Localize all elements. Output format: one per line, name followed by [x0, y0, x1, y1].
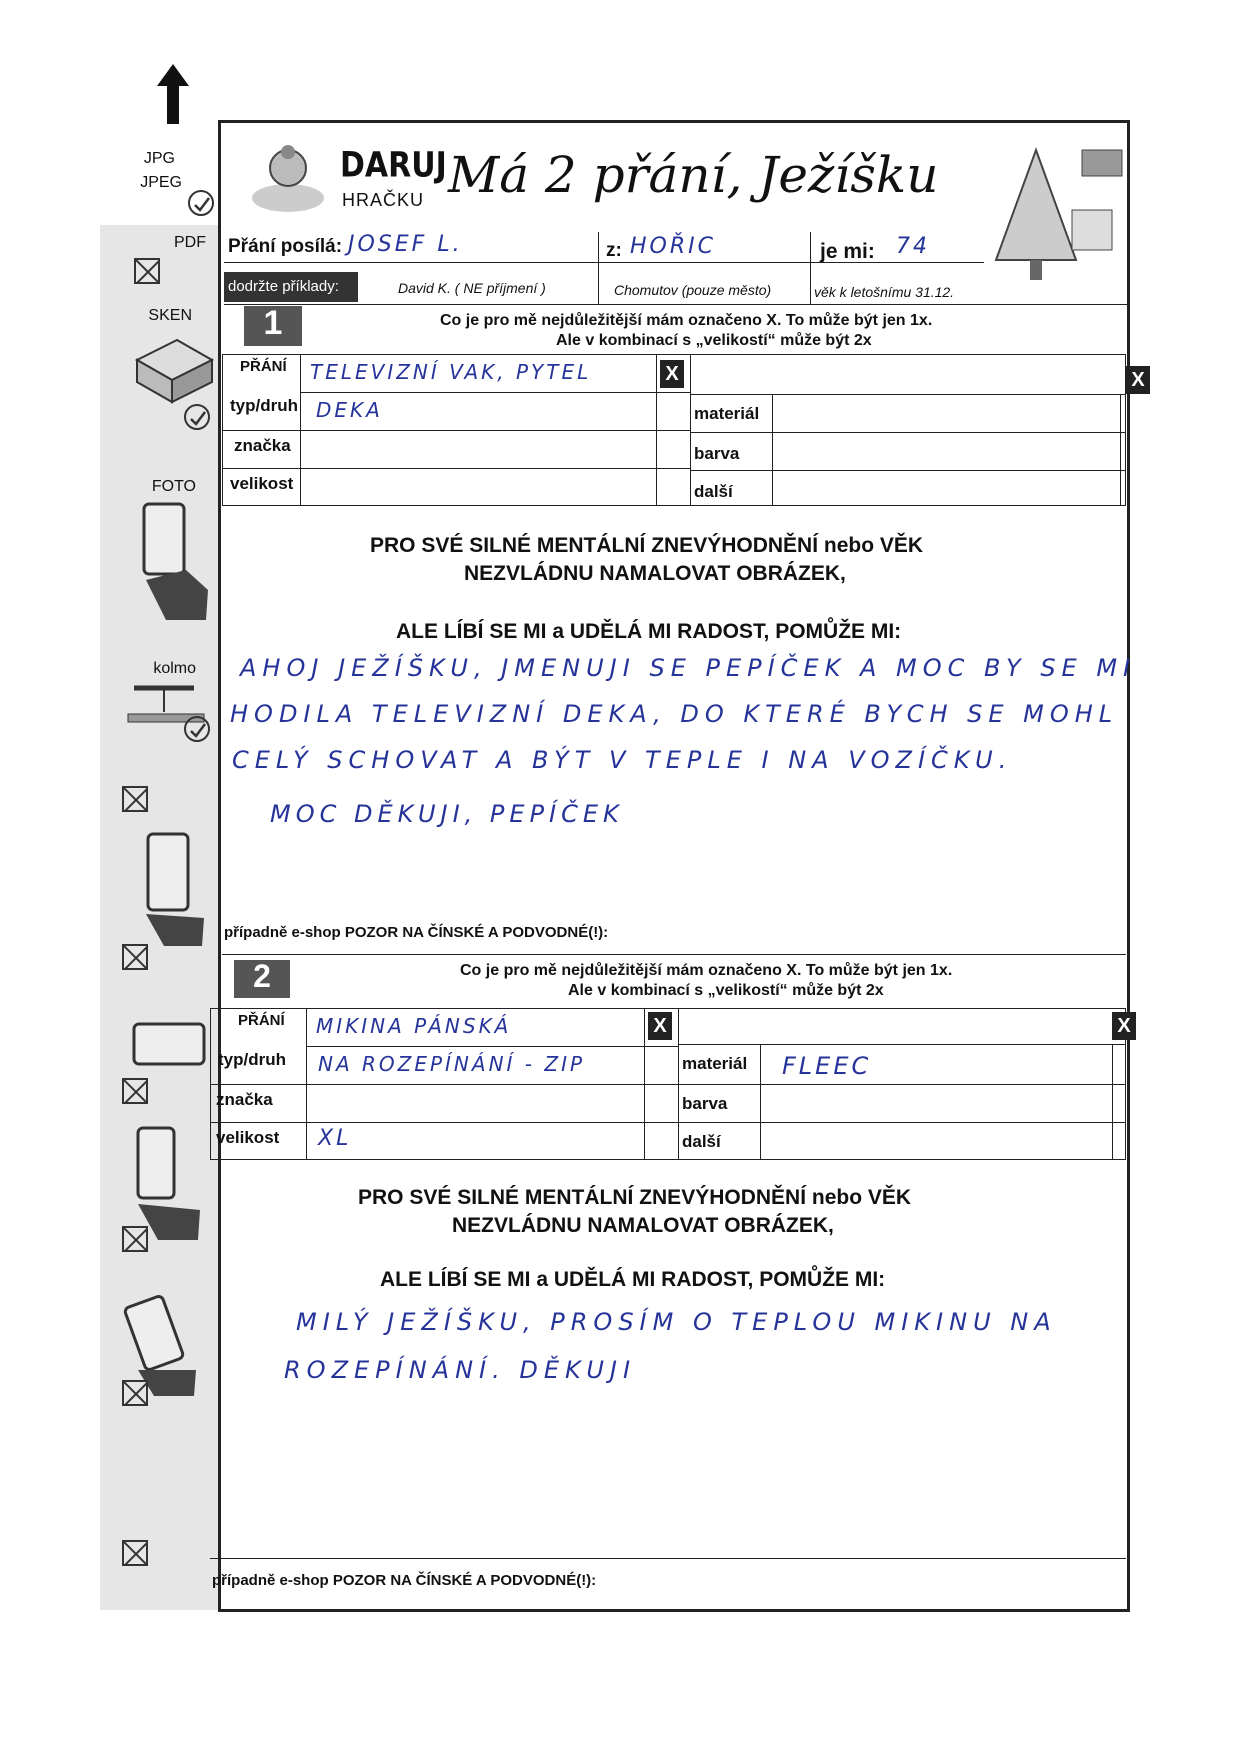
cross-box-icon: [134, 258, 160, 284]
cross-box-icon: [122, 1380, 148, 1406]
wish2-right-row1: [678, 1044, 1126, 1045]
sender-label: Přání posílá:: [228, 236, 343, 257]
wish1-notice-line2: NEZVLÁDNU NAMALOVAT OBRÁZEK,: [464, 562, 846, 585]
wish2-right-end-divider: [1112, 1044, 1113, 1160]
wish2-number: 2: [253, 958, 271, 994]
scanner-icon: [132, 330, 218, 410]
wish1-right-row3: [690, 470, 1126, 471]
cross-box-icon: [122, 944, 148, 970]
wish1-letter-line3[interactable]: CELÝ SCHOVAT A BÝT V TEPLE I NA VOZÍČKU.: [232, 746, 1013, 774]
wish2-note-line2: Ale v kombinací s „velikostí“ může být 2x: [568, 982, 884, 999]
wish2-row1-line: [306, 1046, 678, 1047]
wish2-znacka-label: značka: [216, 1090, 273, 1109]
sidebar-label-foto: FOTO: [151, 478, 196, 495]
wish2-right-label-divider: [760, 1044, 761, 1160]
wish2-x-mark-left[interactable]: X: [648, 1012, 672, 1040]
phone-landscape-icon: [124, 1016, 214, 1076]
wish1-note-line2: Ale v kombinací s „velikostí“ může být 2x: [556, 332, 872, 349]
cross-box-icon: [122, 786, 148, 812]
wish1-note-line1: Co je pro mě nejdůležitější mám označeno X. To může být jen 1x.: [440, 312, 933, 329]
up-arrow-icon: [155, 62, 191, 126]
wish1-letter-line4[interactable]: MOC DĚKUJI, PEPÍČEK: [270, 800, 624, 828]
wish1-letter-line2[interactable]: HODILA TELEVIZNÍ DEKA, DO KTERÉ BYCH SE MOHL: [230, 700, 1119, 728]
city-label: z:: [606, 240, 622, 261]
wish2-note-line1: Co je pro mě nejdůležitější mám označeno X. To může být jen 1x.: [460, 962, 953, 979]
age-label: je mi:: [820, 240, 875, 263]
wish1-dalsi-label: další: [694, 482, 733, 501]
sidebar-label-jpeg: JPEG: [140, 174, 182, 191]
wish1-x-mark-right[interactable]: X: [1126, 366, 1150, 394]
wish1-eshop-line: [222, 954, 1126, 955]
wish2-row2-line: [210, 1084, 678, 1085]
wish1-x-mark-left[interactable]: X: [660, 360, 684, 388]
logo-bottom-text: HRAČKU: [342, 190, 425, 210]
sidebar-label-jpg: JPG: [143, 150, 175, 167]
wish2-right-row3: [678, 1122, 1126, 1123]
page-title: Má 2 přání, Ježíšku: [448, 146, 939, 204]
wish1-mid-divider: [656, 354, 657, 506]
examples-row-line: [224, 304, 1130, 305]
cross-box-icon: [122, 1226, 148, 1252]
wish2-prani-label: PŘÁNÍ: [238, 1012, 285, 1029]
wish2-notice-line3: ALE LÍBÍ SE MI a UDĚLÁ MI RADOST, POMŮŽE MI:: [380, 1268, 886, 1291]
examples-label: dodržte příklady:: [224, 272, 358, 302]
wish1-right-row2: [690, 432, 1126, 433]
santa-logo-icon: [248, 138, 338, 218]
wish2-x-mark-right[interactable]: X: [1112, 1012, 1136, 1040]
christmas-tree-icon: [986, 140, 1126, 300]
example-city: Chomutov (pouze město): [614, 282, 772, 298]
wish2-notice-line1: PRO SVÉ SILNÉ MENTÁLNÍ ZNEVÝHODNĚNÍ nebo VĚK: [358, 1186, 912, 1209]
wish1-znacka-label: značka: [234, 436, 291, 455]
wish2-velikost-label: velikost: [216, 1128, 280, 1147]
wish1-typ-value[interactable]: DEKA: [316, 398, 383, 422]
example-age: věk k letošnímu 31.12.: [814, 284, 955, 300]
wish1-material-label: materiál: [694, 404, 760, 423]
phone-photo-icon: [136, 500, 216, 630]
age-value[interactable]: 74: [896, 234, 930, 259]
wish1-row1-line: [300, 392, 690, 393]
wish2-eshop-line: [210, 1558, 1126, 1559]
wish1-typ-label: typ/druh: [230, 396, 298, 415]
wish1-right-row1: [690, 394, 1126, 395]
wish1-letter-line1[interactable]: AHOJ JEŽÍŠKU, JMENUJI SE PEPÍČEK A MOC BY SE MI: [240, 654, 1137, 682]
cross-box-icon: [122, 1540, 148, 1566]
wish1-notice-line1: PRO SVÉ SILNÉ MENTÁLNÍ ZNEVÝHODNĚNÍ nebo VĚK: [370, 534, 924, 557]
wish2-material-label: materiál: [682, 1054, 748, 1073]
wish2-row3-line: [210, 1122, 678, 1123]
phone-angle-icon: [140, 830, 210, 950]
example-name: David K. ( NE příjmení ): [398, 280, 546, 296]
check-icon: [184, 404, 210, 430]
wish1-row2-line: [222, 430, 690, 431]
wish1-number: 1: [263, 304, 283, 342]
wish2-mid-divider: [644, 1008, 645, 1160]
wish2-typ-value[interactable]: NA ROZEPÍNÁNÍ - ZIP: [318, 1052, 586, 1076]
sender-value[interactable]: JOSEF L.: [348, 232, 463, 257]
wish1-right-end-divider: [1120, 394, 1121, 506]
wish1-prani-label: PŘÁNÍ: [240, 358, 287, 375]
wish2-right-row2: [678, 1084, 1126, 1085]
wish2-prani-value[interactable]: MIKINA PÁNSKÁ: [316, 1014, 512, 1038]
city-value[interactable]: HOŘIC: [630, 234, 716, 259]
wish2-eshop-label: případně e-shop POZOR NA ČÍNSKÉ A PODVODNÉ(!):: [212, 1572, 597, 1589]
city-divider: [810, 232, 811, 304]
wish2-velikost-value[interactable]: XL: [318, 1126, 352, 1151]
wish2-dalsi-label: další: [682, 1132, 721, 1151]
wish1-row3-line: [222, 468, 690, 469]
wish2-typ-label: typ/druh: [218, 1050, 286, 1069]
wish2-notice-line2: NEZVLÁDNU NAMALOVAT OBRÁZEK,: [452, 1214, 834, 1237]
wish2-barva-label: barva: [682, 1094, 728, 1113]
wish2-letter-line2[interactable]: ROZEPÍNÁNÍ. DĚKUJI: [284, 1356, 637, 1384]
wish1-eshop-label: případně e-shop POZOR NA ČÍNSKÉ A PODVODNÉ(!):: [224, 924, 609, 941]
cross-box-icon: [122, 1078, 148, 1104]
wish1-notice-line3: ALE LÍBÍ SE MI a UDĚLÁ MI RADOST, POMŮŽE MI:: [396, 620, 902, 643]
wish2-material-value[interactable]: FLEEC: [782, 1052, 872, 1080]
wish1-velikost-label: velikost: [230, 474, 294, 493]
wish2-letter-line1[interactable]: MILÝ JEŽÍŠKU, PROSÍM O TEPLOU MIKINU NA: [296, 1308, 1057, 1336]
wish1-prani-value[interactable]: TELEVIZNÍ VAK, PYTEL: [310, 360, 592, 384]
wish1-right-label-divider: [772, 394, 773, 506]
logo-top-text: DARUJ: [340, 145, 447, 186]
check-icon: [188, 190, 214, 216]
sender-divider: [598, 232, 599, 304]
wish1-mid-divider2: [690, 354, 691, 506]
sidebar-label-sken: SKEN: [148, 307, 192, 324]
wish1-barva-label: barva: [694, 444, 740, 463]
sidebar-label-kolmo: kolmo: [153, 660, 196, 677]
check-icon: [184, 716, 210, 742]
sidebar-label-pdf: PDF: [174, 234, 206, 251]
